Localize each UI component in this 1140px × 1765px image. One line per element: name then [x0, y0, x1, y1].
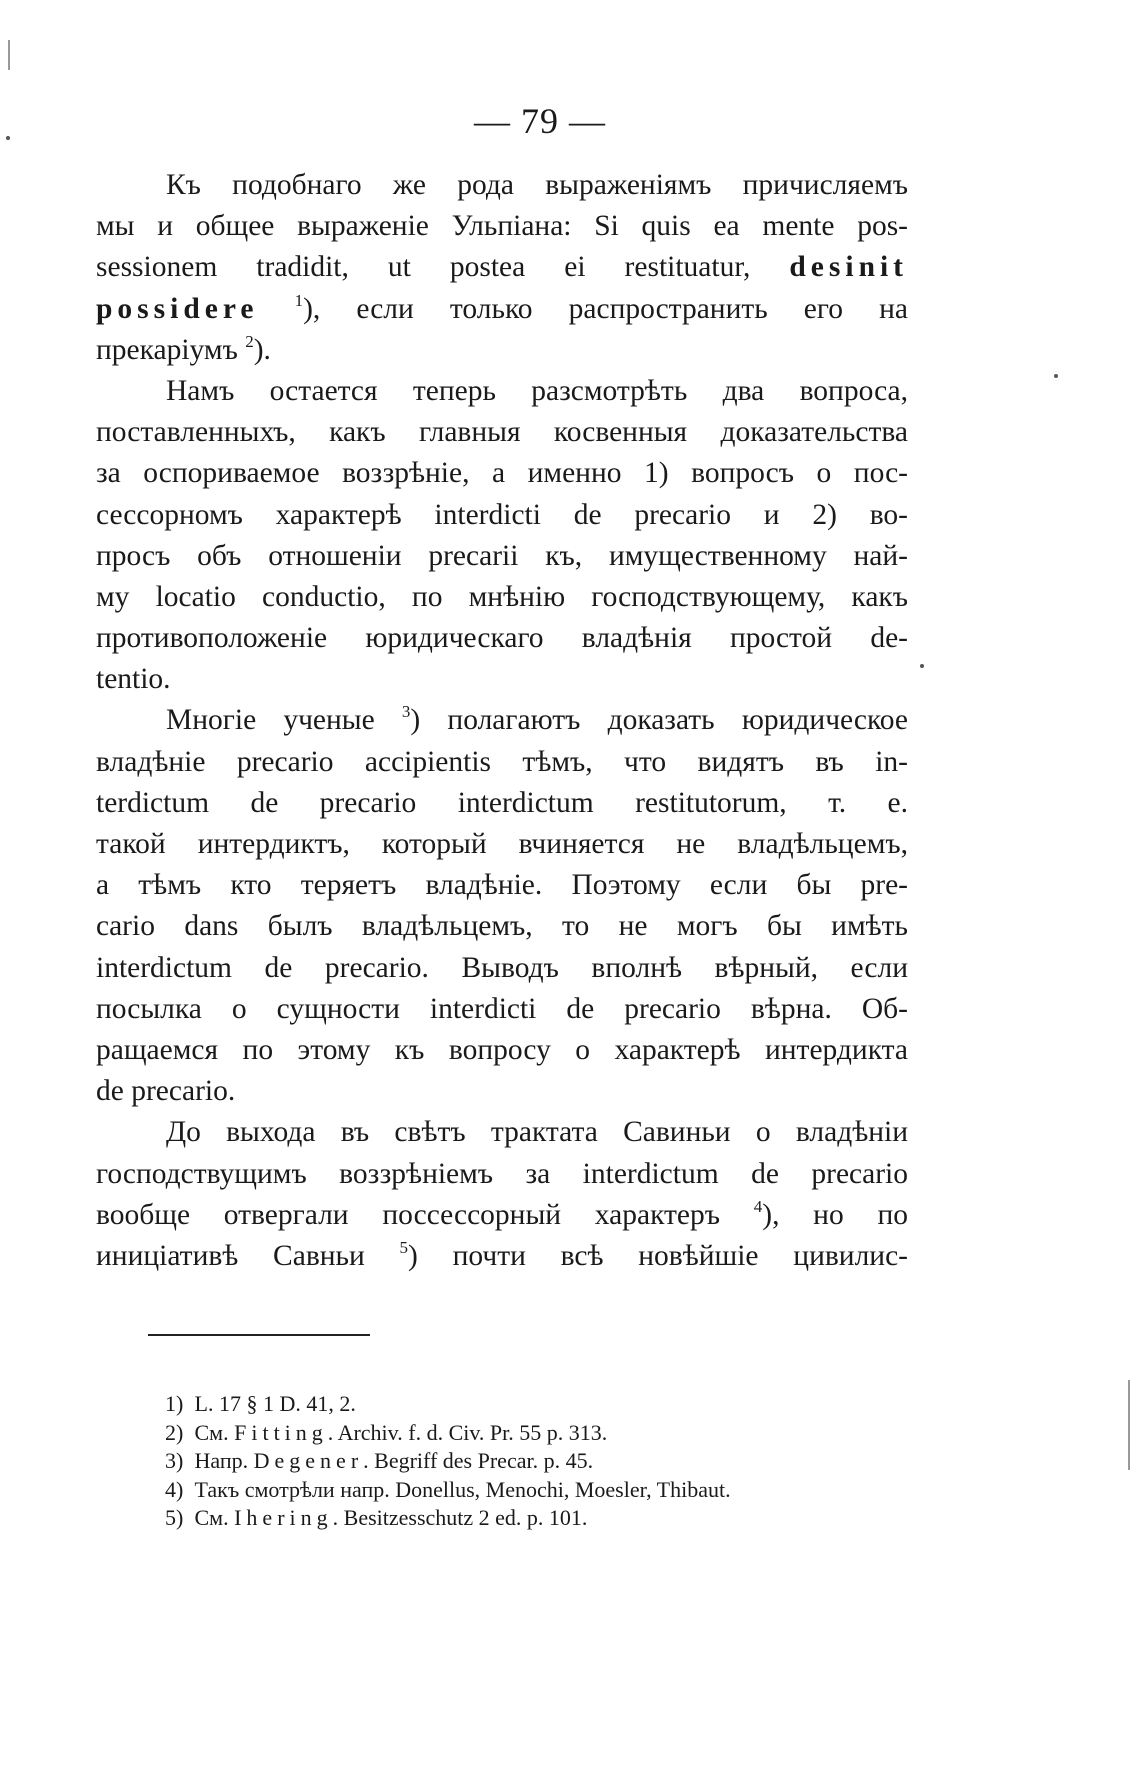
text-segment: ), если только распространить его на [303, 292, 908, 325]
text-line: просъ объ отношеніи precarii къ, имущественному най- [96, 539, 908, 572]
footnote-text: Напр. [194, 1448, 254, 1473]
text-line: посылка о сущности interdicti de precario вѣрна. Об- [96, 992, 908, 1025]
text-line: такой интердиктъ, который вчиняется не владѣльцемъ, [96, 828, 908, 860]
text-segment: ) полагаютъ доказать юридическое [410, 704, 908, 737]
footnote-text: См. [194, 1505, 235, 1530]
text-line: До выхода въ свѣтъ трактата Савиньи о владѣніи [166, 1116, 908, 1149]
text-line: а тѣмъ кто теряетъ владѣніе. Поэтому если бы pre- [96, 869, 908, 902]
scan-speck [1054, 374, 1058, 378]
footnote-text: Такъ смотрѣли напр. Donellus, Menochi, Moesler, Thibaut. [194, 1476, 731, 1502]
text-line [96, 1195, 908, 1236]
paragraph-4 [96, 1112, 908, 1277]
text-segment: ), но по [762, 1198, 908, 1231]
text-line: му locatio conductio, по мнѣнію господствующему, какъ [96, 580, 908, 613]
text-line [96, 1236, 908, 1277]
page-number: — 79 — [474, 101, 606, 141]
text-line [96, 700, 908, 741]
emphasized-word: possidere [96, 292, 259, 325]
scan-edge-mark [1128, 1380, 1130, 1470]
text-line: мы и общее выраженіе Ульпіана: Si quis ea mente pos- [96, 210, 908, 243]
body-text [96, 165, 908, 1277]
footnote-number: 4) [165, 1476, 184, 1502]
text-segment: Многіе ученые [166, 704, 402, 737]
footnote-ref[interactable]: 4 [753, 1196, 763, 1216]
footnote-text: См. [194, 1419, 235, 1445]
text-segment: вообще отвергали поссессорный характеръ [96, 1198, 754, 1231]
footnotes [165, 1390, 731, 1533]
footnote-number: 3) [165, 1448, 184, 1473]
paragraph-1 [96, 165, 908, 371]
text-line: Намъ остается теперь разсмотрѣть два вопроса, [166, 374, 908, 407]
text-segment: sessionem tradidit, ut postea ei restituatur, [96, 251, 751, 284]
footnote-ref[interactable]: 2 [245, 331, 254, 351]
scan-speck [6, 136, 10, 140]
footnote-4 [165, 1476, 731, 1505]
text-segment: прекаріумъ [96, 333, 246, 366]
text-line: ращаемся по этому къ вопросу о характерѣ интердикта [96, 1033, 908, 1066]
text-line [96, 247, 908, 288]
text-segment: иниціативѣ Савньи [96, 1239, 400, 1272]
text-line: interdictum de precario. Выводъ вполнѣ вѣрный, если [96, 951, 908, 984]
emphasized-word: desinit [789, 251, 908, 284]
author-name: Ihering [234, 1505, 333, 1530]
text-line: противоположеніе юридическаго владѣнія простой de- [96, 622, 908, 655]
text-line: tentio. [96, 663, 171, 696]
footnote-5 [165, 1504, 731, 1533]
footnote-number: 2) [165, 1419, 184, 1445]
text-line [96, 289, 908, 330]
text-segment: ) почти всѣ новѣйшіе цивилис- [408, 1239, 908, 1272]
footnote-number: 1) [165, 1391, 184, 1416]
footnote-text: . Besitzesschutz 2 ed. p. 101. [332, 1505, 588, 1530]
scan-speck [920, 664, 924, 668]
text-line: за оспориваемое воззрѣніе, а именно 1) вопросъ о пос- [96, 457, 908, 490]
footnote-text: . Begriff des Precar. p. 45. [363, 1448, 594, 1473]
footnote-3 [165, 1447, 731, 1476]
text-line: terdictum de precario interdictum restitutorum, т. е. [96, 786, 908, 819]
paragraph-3 [96, 700, 908, 1112]
text-line: Къ подобнаго же рода выраженіямъ причисляемъ [166, 169, 908, 201]
paragraph-2 [96, 371, 908, 701]
footnote-text: L. 17 § 1 D. 41, 2. [194, 1391, 356, 1416]
footnote-text: . Archiv. f. d. Civ. Pr. 55 p. 313. [327, 1419, 608, 1445]
text-line: господствущимъ воззрѣніемъ за interdictum de precario [96, 1157, 908, 1190]
footnote-ref[interactable]: 5 [399, 1237, 409, 1257]
text-line [96, 330, 908, 371]
text-line: de precario. [96, 1075, 236, 1108]
footnote-ref[interactable]: 1 [294, 290, 304, 310]
footnote-divider [148, 1334, 370, 1336]
scan-edge-mark [8, 40, 10, 70]
text-segment: ). [253, 333, 271, 366]
author-name: Fitting [234, 1419, 328, 1445]
footnote-2 [165, 1419, 731, 1448]
text-line: сессорномъ характерѣ interdicti de precario и 2) во- [96, 498, 908, 531]
footnote-number: 5) [165, 1505, 184, 1530]
text-line: поставленныхъ, какъ главныя косвенныя доказательства [96, 416, 908, 449]
footnote-1 [165, 1390, 731, 1419]
footnote-ref[interactable]: 3 [401, 702, 411, 722]
author-name: Degener [253, 1448, 364, 1473]
text-line: владѣніе precario accipientis тѣмъ, что видятъ въ in- [96, 745, 908, 778]
text-line: cario dans былъ владѣльцемъ, то не могъ бы имѣть [96, 910, 908, 943]
